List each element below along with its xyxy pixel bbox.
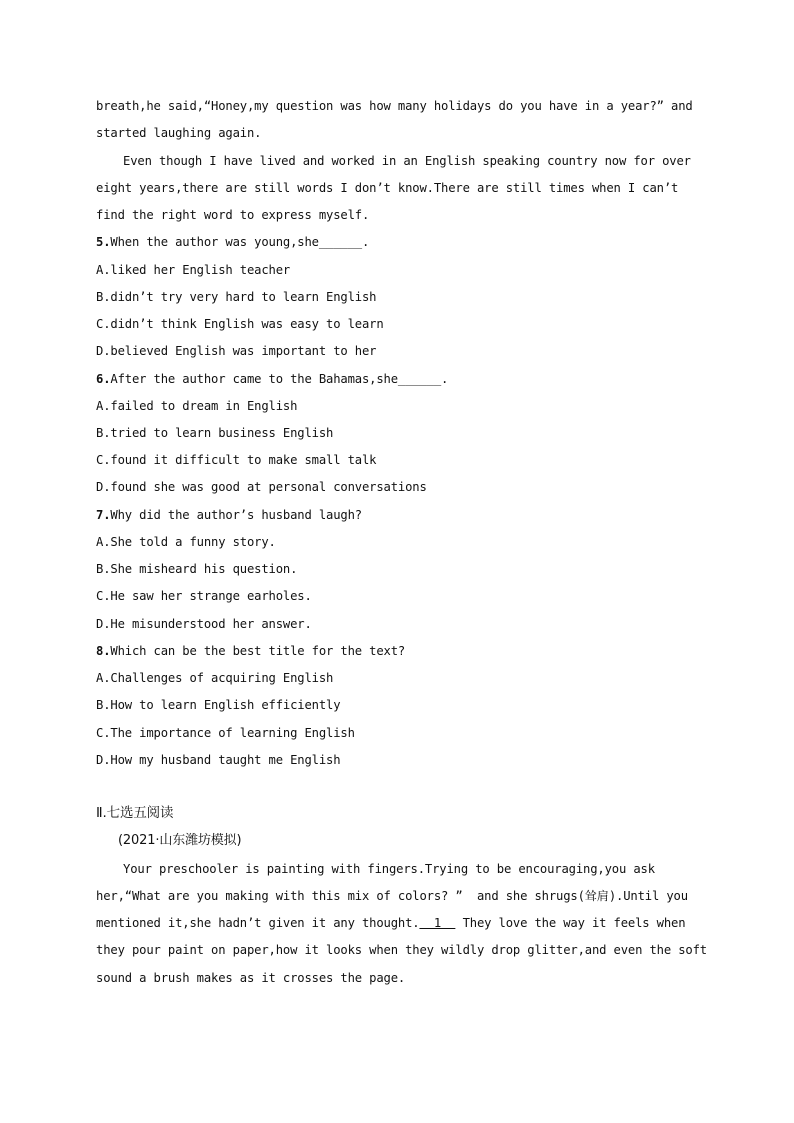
passage-line <box>96 915 704 931</box>
passage-line: breath,he said,“Honey,my question was how many holidays do you have in a year?” and <box>96 99 693 113</box>
question-6-option-c: C.found it difficult to make small talk <box>96 453 377 467</box>
question-5-option-a: A.liked her English teacher <box>96 263 291 277</box>
passage-text: mentioned it,she hadn’t given it any thought. <box>96 916 420 930</box>
question-6-option-d: D.found she was good at personal conversations <box>96 480 427 494</box>
question-8-option-b: B.How to learn English efficiently <box>96 698 341 712</box>
question-8-stem <box>96 643 704 659</box>
question-7-stem <box>96 507 704 523</box>
question-5-option-c: C.didn’t think English was easy to learn <box>96 317 384 331</box>
question-8-option-d: D.How my husband taught me English <box>96 753 341 767</box>
question-text: When the author was young,she______. <box>110 235 370 249</box>
section-heading: Ⅱ.七选五阅读 <box>96 805 174 821</box>
question-7-option-d: D.He misunderstood her answer. <box>96 617 312 631</box>
question-6-option-b: B.tried to learn business English <box>96 426 334 440</box>
question-number: 7. <box>96 508 111 522</box>
passage-line: sound a brush makes as it crosses the page. <box>96 971 406 985</box>
question-text: After the author came to the Bahamas,she______. <box>110 372 449 386</box>
passage-text: They love the way it feels when <box>455 916 686 930</box>
passage-line: Your preschooler is painting with fingers.Trying to be encouraging,you ask <box>123 862 655 876</box>
passage-line: they pour paint on paper,how it looks when they wildly drop glitter,and even the soft <box>96 943 707 957</box>
question-5-option-d: D.believed English was important to her <box>96 344 377 358</box>
question-7-option-b: B.She misheard his question. <box>96 562 298 576</box>
passage-line: her,“What are you making with this mix of colors? ” and she shrugs(耸肩).Until you <box>96 889 688 903</box>
source-note: (2021·山东潍坊模拟) <box>118 833 242 848</box>
passage-line: started laughing again. <box>96 126 262 140</box>
question-text: Which can be the best title for the text? <box>110 644 406 658</box>
question-8-option-c: C.The importance of learning English <box>96 726 355 740</box>
passage-line: find the right word to express myself. <box>96 208 370 222</box>
question-7-option-c: C.He saw her strange earholes. <box>96 589 312 603</box>
question-5-stem <box>96 234 704 250</box>
question-text: Why did the author’s husband laugh? <box>110 508 362 522</box>
question-8-option-a: A.Challenges of acquiring English <box>96 671 334 685</box>
question-number: 8. <box>96 644 111 658</box>
question-number: 5. <box>96 235 111 249</box>
question-6-option-a: A.failed to dream in English <box>96 399 298 413</box>
passage-line: eight years,there are still words I don’t know.There are still times when I can’t <box>96 181 679 195</box>
passage-line: Even though I have lived and worked in an English speaking country now for over <box>123 154 691 168</box>
question-5-option-b: B.didn’t try very hard to learn English <box>96 290 377 304</box>
question-number: 6. <box>96 372 111 386</box>
question-7-option-a: A.She told a funny story. <box>96 535 276 549</box>
question-6-stem <box>96 371 704 387</box>
blank-1: 1 <box>419 916 456 930</box>
